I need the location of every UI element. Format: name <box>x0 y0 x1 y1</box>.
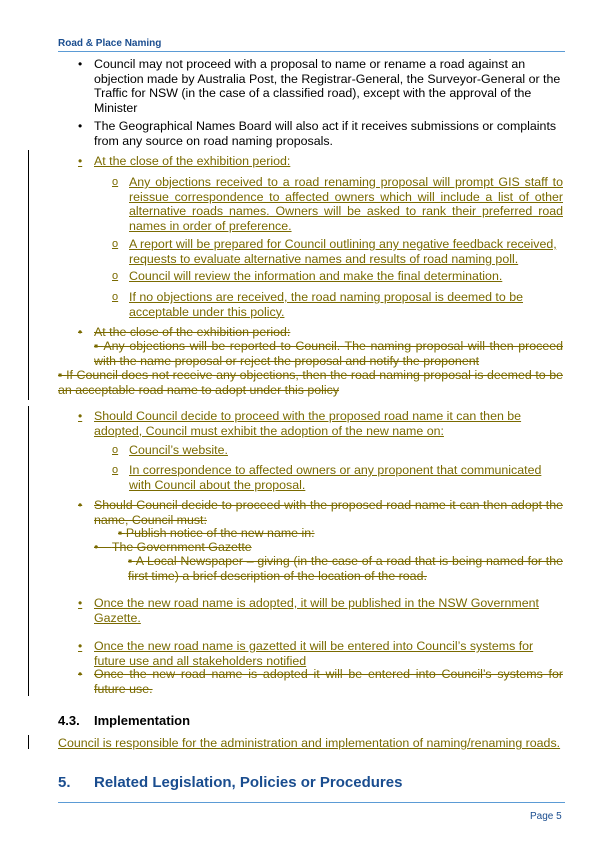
bullet-icon: • <box>78 325 83 339</box>
section-title: Related Legislation, Policies or Procedures <box>94 774 403 791</box>
exhibition-heading: At the close of the exhibition period: <box>94 154 291 168</box>
bullet-icon: • <box>78 498 83 512</box>
deleted-exhibition-note: ▪ If Council does not receive any objections, then the road naming proposal is deemed to be an acceptable road name to adopt under this policy <box>58 368 563 397</box>
deleted-adoption-item-text: Publish notice of the new name in: <box>125 526 315 540</box>
deleted-adoption-heading: Should Council decide to proceed with the proposed road name it can then adopt the name, Council must: <box>94 498 563 527</box>
gazette-text: Once the new road name is adopted, it will be published in the NSW Government Gazette. <box>94 596 539 625</box>
exhibition-item: If no objections are received, the road naming proposal is deemed to be acceptable under this policy. <box>129 290 523 319</box>
deleted-exhibition-item: ▪ Any objections will be reported to Council. The naming proposal will then proceed with the name proposal or reject the proposal and notify the proponent <box>94 339 563 368</box>
header-rule <box>58 51 565 52</box>
adoption-item: In correspondence to affected owners or any proponent that communicated with Council about the proposal. <box>129 463 542 492</box>
bullet-icon: • <box>78 119 83 133</box>
deleted-exhibition-heading: At the close of the exhibition period: <box>94 325 291 339</box>
deleted-exhibition-item-text: Any objections will be reported to Council. The naming proposal will then proceed with the name proposal or reject the proposal and notify the proponent <box>94 339 563 368</box>
bullet-text: The Geographical Names Board will also act if it receives submissions or complaints from any source on road naming proposals. <box>94 119 557 148</box>
circle-bullet-icon: o <box>112 176 119 188</box>
footer-rule <box>58 802 565 803</box>
circle-bullet-icon: o <box>112 444 119 456</box>
exhibition-item: Any objections received to a road renaming proposal will prompt GIS staff to reissue correspondence to affected owners which will include a list of other alternative roads names. Owners will be asked to rank their preferred road names in order of preference. <box>129 175 563 233</box>
circle-bullet-icon: o <box>112 270 119 282</box>
change-bar <box>28 735 29 749</box>
exhibition-item: A report will be prepared for Council outlining any negative feedback received, requests to evaluate alternative names and results of road naming poll. <box>129 237 557 266</box>
circle-bullet-icon: o <box>112 238 119 250</box>
circle-bullet-icon: o <box>112 464 119 476</box>
section-number: 5. <box>58 774 71 791</box>
change-bar <box>28 406 29 696</box>
section-number: 4.3. <box>58 713 80 728</box>
bullet-icon: • <box>78 57 83 71</box>
section-title: Implementation <box>94 713 191 728</box>
bullet-icon: • <box>78 596 83 610</box>
bullet-icon: • <box>78 409 83 423</box>
deleted-adoption-item: ▪ A Local Newspaper – giving (in the case of a road that is being named for the first time) a brief description of the location of the road. <box>128 554 563 583</box>
deleted-adoption-item: ▪ Publish notice of the new name in: <box>118 526 315 540</box>
bullet-icon: • <box>78 154 83 168</box>
deleted-adoption-item-text: A Local Newspaper – giving (in the case of a road that is being named for the first time) a brief description of the location of the road. <box>128 554 563 583</box>
adoption-item: Council’s website. <box>129 443 228 457</box>
bullet-icon: • <box>78 639 83 653</box>
adoption-heading: Should Council decide to proceed with the proposed road name it can then be adopted, Council must exhibit the adoption of the new name on: <box>94 409 522 438</box>
deleted-adoption-item-text: The Government Gazette <box>111 540 252 554</box>
bullet-text: Council may not proceed with a proposal to name or rename a road against an objection made by Australia Post, the Registrar-General, the Surveyor-General or the Traffic for NSW (in the case of a classified road), except with the approval of the Minister <box>94 57 561 115</box>
circle-bullet-icon: o <box>112 291 119 303</box>
change-bar <box>28 150 29 400</box>
deleted-adoption-item: • The Government Gazette <box>94 540 252 554</box>
bullet-icon: • <box>78 667 83 681</box>
systems-new-text: Once the new road name is gazetted it will be entered into Council’s systems for future use and all stakeholders notified <box>94 639 534 668</box>
page-number: Page 5 <box>530 811 562 822</box>
section-body: Council is responsible for the administration and implementation of naming/renaming roads. <box>58 736 561 750</box>
running-header: Road & Place Naming <box>58 38 162 49</box>
deleted-exhibition-note-text: If Council does not receive any objections, then the road naming proposal is deemed to be an acceptable road name to adopt under this policy <box>58 368 563 397</box>
exhibition-item: Council will review the information and make the final determination. <box>129 269 503 283</box>
systems-old-text: Once the new road name is adopted it will be entered into Council’s systems for future use. <box>94 667 563 696</box>
